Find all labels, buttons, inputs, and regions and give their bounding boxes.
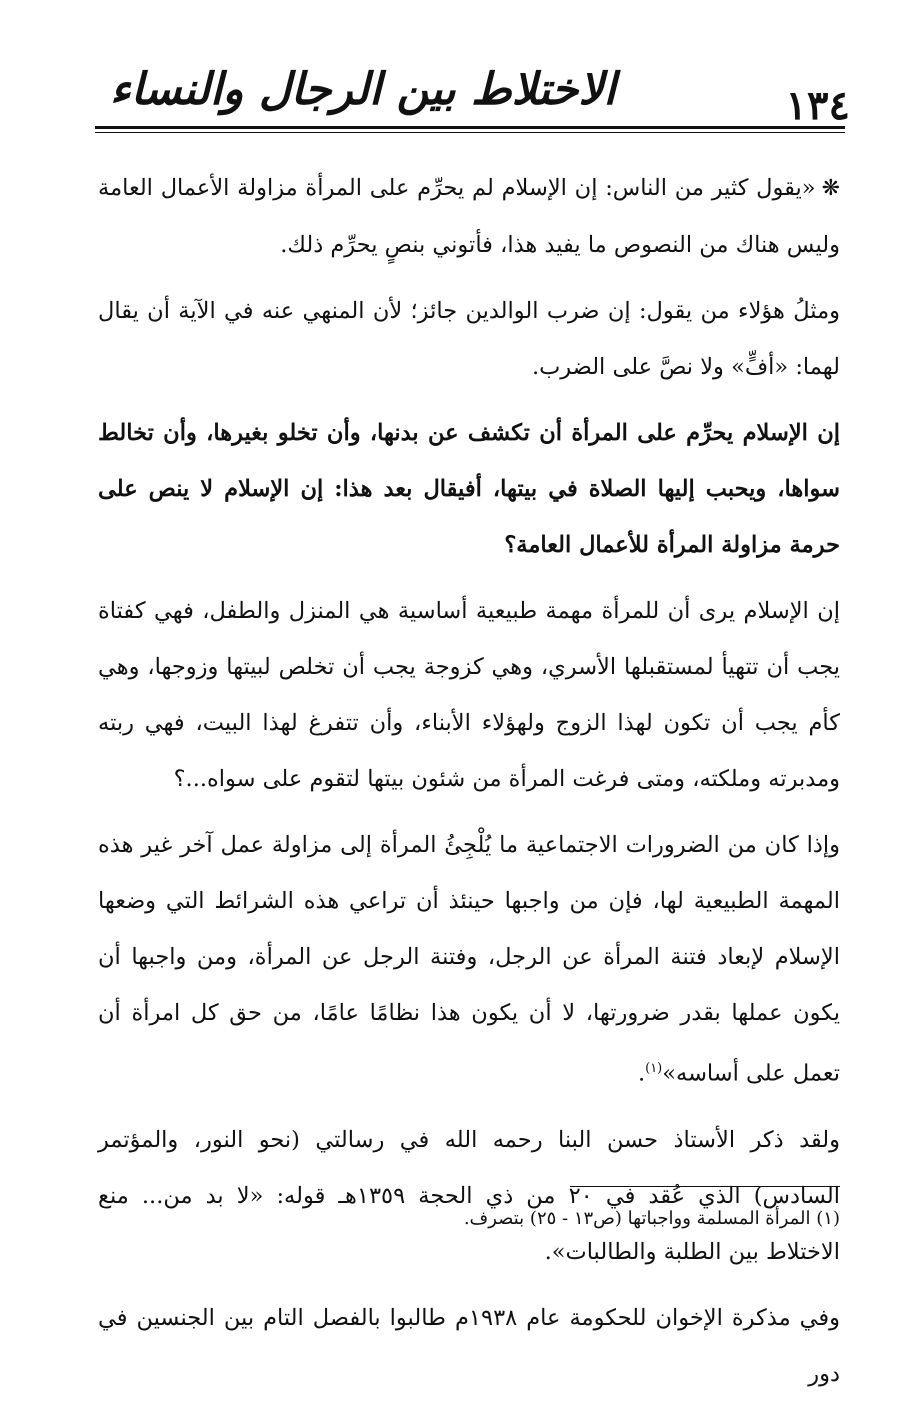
- paragraph-text: ولقد ذكر الأستاذ حسن البنا رحمه الله في رسالتي (نحو النور، والمؤتمر السادس) الذي عُقد في ٢٠ من ذي الحجة ١٣٥٩هـ قوله: «لا بد من... منع الاختلاط بين الطلبة والطالبات».: [98, 1126, 841, 1265]
- paragraph-text: وإذا كان من الضرورات الاجتماعية ما يُلْجِئُ المرأة إلى مزاولة عمل آخر غير هذه المهمة الطبيعية لها، فإن من واجبها حينئذ أن تراعي هذه الشرائط التي وضعها الإسلام لإبعاد فتنة المرأة عن الرجل، وفتنة الرجل عن المرأة، ومن واجبها أن يكون عملها بقدر ضرورتها، لا أن يكون هذا نظامًا عامًا، من حق كل امرأة أن تعمل على أساسه»: [98, 832, 840, 1087]
- footnote: (١) المرأة المسلمة وواجباتها (ص١٣ - ٢٥) بتصرف.: [463, 1208, 840, 1229]
- paragraph-5: وإذا كان من الضرورات الاجتماعية ما يُلْجِئُ المرأة إلى مزاولة عمل آخر غير هذه المهمة الطبيعية لها، فإن من واجبها حينئذ أن تراعي هذه الشرائط التي وضعها الإسلام لإبعاد فتنة المرأة عن الرجل، وفتنة الرجل عن المرأة، ومن واجبها أن يكون عملها بقدر ضرورتها، لا أن يكون هذا نظامًا عامًا، من حق كل امرأة أن تعمل على أساسه»$^{(١)}$.: [98, 832, 840, 1087]
- footnote-reference: (١): [645, 1061, 663, 1076]
- paragraph-text: وفي مذكرة الإخوان للحكومة عام ١٩٣٨م طالبوا بالفصل التام بين الجنسين في دور: [98, 1304, 840, 1387]
- paragraph-6: [98, 1112, 840, 1280]
- paragraph-2: [98, 283, 840, 395]
- paragraph-text: «يقول كثير من الناس: إن الإسلام لم يحرِّم على المرأة مزاولة الأعمال العامة وليس هناك من النصوص ما يفيد هذا، فأتوني بنصٍ يحرِّم ذلك.: [98, 175, 840, 258]
- paragraph-4: [98, 583, 840, 807]
- header-rule-thin: [95, 132, 845, 133]
- page-header: [70, 62, 850, 142]
- header-rule: [95, 126, 845, 129]
- paragraph-7: [98, 1290, 840, 1402]
- running-title: الاختلاط بين الرجال والنساء: [110, 64, 616, 115]
- footnote-rule: [570, 1186, 840, 1187]
- page-number: ١٣٤: [785, 82, 850, 129]
- bullet-icon: ❋: [821, 176, 840, 201]
- paragraph-1: [98, 160, 840, 273]
- paragraph-text: إن الإسلام يرى أن للمرأة مهمة طبيعية أساسية هي المنزل والطفل، فهي كفتاة يجب أن تتهيأ لمستقبلها الأسري، وهي كزوجة يجب أن تخلص لبيتها وزوجها، وهي كأم يجب أن تكون لهذا الزوج ولهؤلاء الأبناء، وأن تتفرغ لهذا البيت، فهي ربته ومدبرته وملكته، ومتى فرغت المرأة من شئون بيتها لتقوم على سواه...؟: [98, 598, 840, 792]
- paragraph-text: ومثلُ هؤلاء من يقول: إن ضرب الوالدين جائز؛ لأن المنهي عنه في الآية أن يقال لهما: «أفٍّ» ولا نصَّ على الضرب.: [98, 298, 840, 380]
- paragraph-3: [98, 405, 840, 573]
- paragraph-text: إن الإسلام يحرِّم على المرأة أن تكشف عن بدنها، وأن تخلو بغيرها، وأن تخالط سواها، ويحبب إليها الصلاة في بيتها، أفيقال بعد هذا: إن الإسلام لا ينص على حرمة مزاولة المرأة للأعمال العامة؟: [98, 420, 840, 558]
